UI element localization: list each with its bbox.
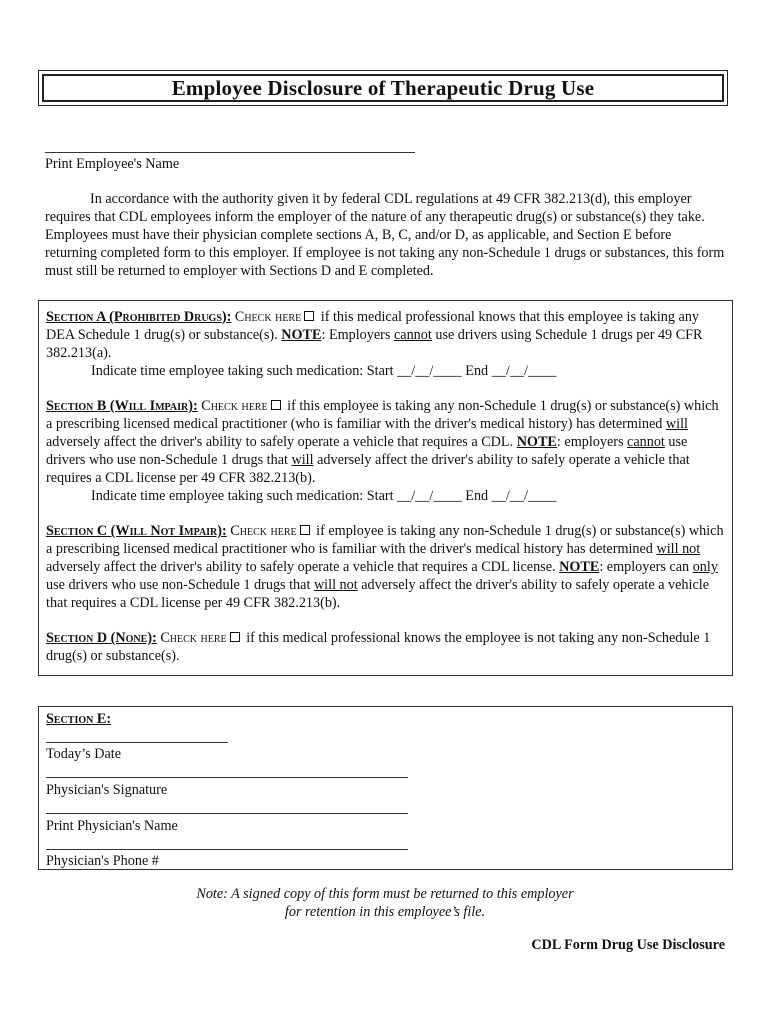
section-e-heading: Section E: — [46, 711, 112, 727]
section-b-will-2: will — [291, 452, 314, 468]
employee-name-field[interactable] — [45, 136, 415, 153]
section-a-check-label: Check here — [234, 309, 302, 325]
section-c-text-1: if employee is taking any non-Schedule 1 drug(s) or substance(s) which a prescribing licensed medical practitioner who is familiar with the driver's medical history has determined — [46, 523, 724, 557]
section-b-text-4: use drivers who use non-Schedule 1 drugs that — [46, 434, 688, 468]
section-a-time-line: Indicate time employee taking such medication: Start __/__/____ End __/__/____ — [91, 363, 557, 379]
section-b-time-line: Indicate time employee taking such medication: Start __/__/____ End __/__/____ — [91, 488, 557, 504]
section-d-text-1: if this medical professional knows the employee is not taking any non-Schedule 1 drug(s) or substance(s). — [46, 630, 711, 664]
section-b-note-label: NOTE — [516, 434, 557, 450]
section-c-note-label: NOTE — [559, 559, 600, 575]
physician-name-label: Print Physician's Name — [46, 818, 178, 834]
section-b-check-label: Check here — [201, 398, 268, 414]
section-b-text-5: adversely affect the driver's ability to safely operate a vehicle that requires a CDL license per 49 CFR 382.213(b). — [46, 452, 690, 486]
form-title: Employee Disclosure of Therapeutic Drug Use — [42, 74, 724, 102]
todays-date-label: Today’s Date — [46, 746, 122, 762]
form-footer: CDL Form Drug Use Disclosure — [531, 937, 725, 953]
title-box — [38, 70, 728, 106]
section-c-text-2: adversely affect the driver's ability to safely operate a vehicle that requires a CDL license. — [46, 559, 556, 575]
return-note-line-2: for retention in this employee’s file. — [284, 904, 486, 920]
section-c-text-5: adversely affect the driver's ability to safely operate a vehicle that requires a CDL license per 49 CFR 382.213(b). — [46, 577, 709, 611]
section-a — [46, 308, 725, 380]
sections-a-d-box — [38, 300, 733, 676]
return-note-line-1: Note: A signed copy of this form must be returned to this employer — [196, 886, 574, 902]
section-d-heading: Section D (None): — [46, 630, 157, 646]
section-a-text-1: if this medical professional knows that this employee is taking any DEA Schedule 1 drug(s) or substance(s). — [46, 309, 700, 343]
section-b — [46, 397, 725, 505]
employee-name-label: Print Employee's Name — [45, 156, 180, 172]
section-c-will-not: will not — [656, 541, 701, 557]
section-b-text-2: adversely affect the driver's ability to safely operate a vehicle that requires a CDL. — [46, 434, 514, 450]
section-a-cannot: cannot — [393, 327, 432, 343]
section-c-only: only — [692, 559, 718, 575]
section-c-text-4: use drivers who use non-Schedule 1 drugs that — [46, 577, 311, 593]
section-c — [46, 522, 725, 612]
section-b-text-1: if this employee is taking any non-Schedule 1 drug(s) or substance(s) which a prescribing licensed medical practitioner (who is familiar with the driver's medical history) has determined — [46, 398, 719, 432]
todays-date-field[interactable] — [46, 741, 228, 743]
section-b-heading: Section B (Will Impair): — [46, 398, 198, 414]
section-c-text-3: : employers can — [599, 559, 690, 575]
physician-signature-field[interactable] — [46, 776, 408, 778]
section-b-will: will — [665, 416, 688, 432]
section-a-checkbox[interactable] — [304, 311, 314, 321]
section-a-text-2: : Employers — [321, 327, 391, 343]
physician-signature-label: Physician's Signature — [46, 782, 168, 798]
section-c-checkbox[interactable] — [300, 525, 310, 535]
section-d-check-label: Check here — [160, 630, 227, 646]
section-d-checkbox[interactable] — [230, 632, 240, 642]
return-note — [0, 885, 770, 921]
section-b-text-3: : employers — [556, 434, 624, 450]
section-c-heading: Section C (Will Not Impair): — [46, 523, 227, 539]
intro-paragraph: In accordance with the authority given it by federal CDL regulations at 49 CFR 382.213(d), this employer requires that CDL employees inform the employer of the nature of any therapeutic drug(s) or substance(s) they take. Employees must have their physician complete sections A, B, C, and/or D, as applicable, and Section E before returning completed form to this employer. If employee is not taking any non-Schedule 1 drugs or substances, this form must still be returned to employer with Sections D and E completed. — [45, 191, 725, 279]
section-d — [46, 629, 725, 665]
section-b-checkbox[interactable] — [271, 400, 281, 410]
section-a-text-3: use drivers using Schedule 1 drugs per 49 CFR 382.213(a). — [46, 327, 703, 361]
physician-phone-label: Physician's Phone # — [46, 853, 159, 869]
physician-phone-field[interactable] — [46, 848, 408, 850]
section-c-check-label: Check here — [230, 523, 297, 539]
section-a-heading: Section A (Prohibited Drugs): — [46, 309, 232, 325]
section-e-box — [38, 706, 733, 870]
section-b-cannot: cannot — [627, 434, 665, 450]
section-a-note-label: NOTE — [281, 327, 322, 343]
physician-name-field[interactable] — [46, 812, 408, 814]
section-c-will-not-2: will not — [313, 577, 358, 593]
